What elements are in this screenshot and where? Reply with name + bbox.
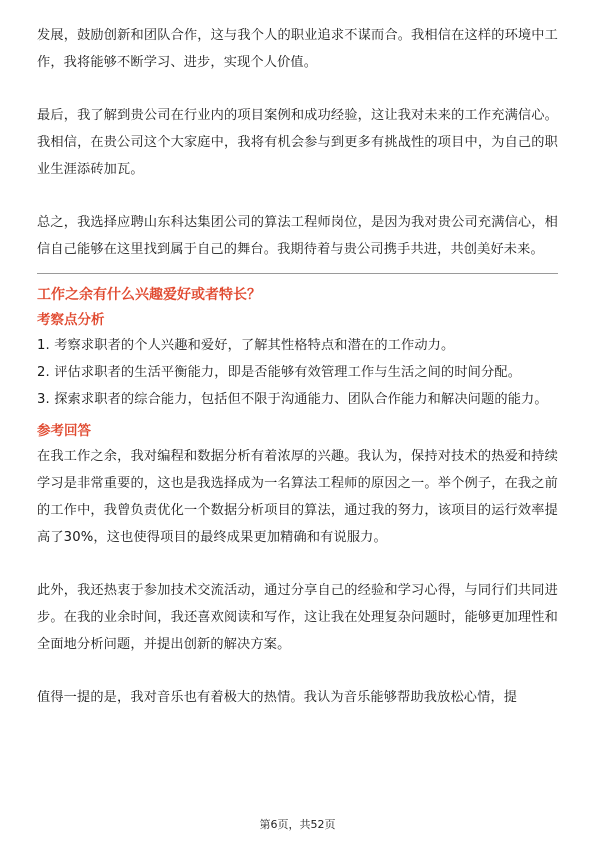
answer-paragraph: 在我工作之余，我对编程和数据分析有着浓厚的兴趣。我认为，保持对技术的热爱和持续学习是非常重要的，这也是我选择成为一名算法工程师的原因之一。举个例子，在我之前的工作中，我曾负责优化一个数据分析项目的算法，通过我的努力，该项目的运行效率提高了30%，这也使得项目的最终成果更加精确和有说服力。	[37, 449, 558, 545]
question-title: 工作之余有什么兴趣爱好或者特长？	[37, 287, 261, 303]
analysis-item: 1. 考察求职者的个人兴趣和爱好，了解其性格特点和潜在的工作动力。	[37, 338, 455, 353]
paragraph-gap	[37, 551, 558, 577]
analysis-item: 2. 评估求职者的生活平衡能力，即是否能够有效管理工作与生活之间的时间分配。	[37, 365, 522, 380]
body-paragraph: 总之，我选择应聘山东科达集团公司的算法工程师岗位，是因为我对贵公司充满信心，相信自己能够在这里找到属于自己的舞台。我期待着与贵公司携手共进，共创美好未来。	[37, 215, 558, 257]
analysis-item: 3. 探索求职者的综合能力，包括但不限于沟通能力、团队合作能力和解决问题的能力。	[37, 392, 548, 407]
paragraph-gap	[37, 76, 558, 102]
answer-paragraph: 值得一提的是，我对音乐也有着极大的热情。我认为音乐能够帮助我放松心情，提	[37, 690, 518, 705]
analysis-heading: 考察点分析	[37, 312, 105, 328]
paragraph-gap	[37, 658, 558, 684]
answer-heading: 参考回答	[37, 423, 91, 439]
page-content	[37, 22, 558, 711]
body-paragraph: 最后，我了解到贵公司在行业内的项目案例和成功经验，这让我对未来的工作充满信心。我相信，在贵公司这个大家庭中，我将有机会参与到更多有挑战性的项目中，为自己的职业生涯添砖加瓦。	[37, 108, 558, 177]
body-paragraph: 发展，鼓励创新和团队合作，这与我个人的职业追求不谋而合。我相信在这样的环境中工作，我将能够不断学习、进步，实现个人价值。	[37, 28, 558, 70]
section-divider	[37, 273, 558, 274]
page-footer: 第6页，共52页	[259, 818, 336, 831]
paragraph-gap	[37, 183, 558, 209]
answer-paragraph: 此外，我还热衷于参加技术交流活动，通过分享自己的经验和学习心得，与同行们共同进步。在我的业余时间，我还喜欢阅读和写作，这让我在处理复杂问题时，能够更加理性和全面地分析问题，并提出创新的解决方案。	[37, 583, 558, 652]
